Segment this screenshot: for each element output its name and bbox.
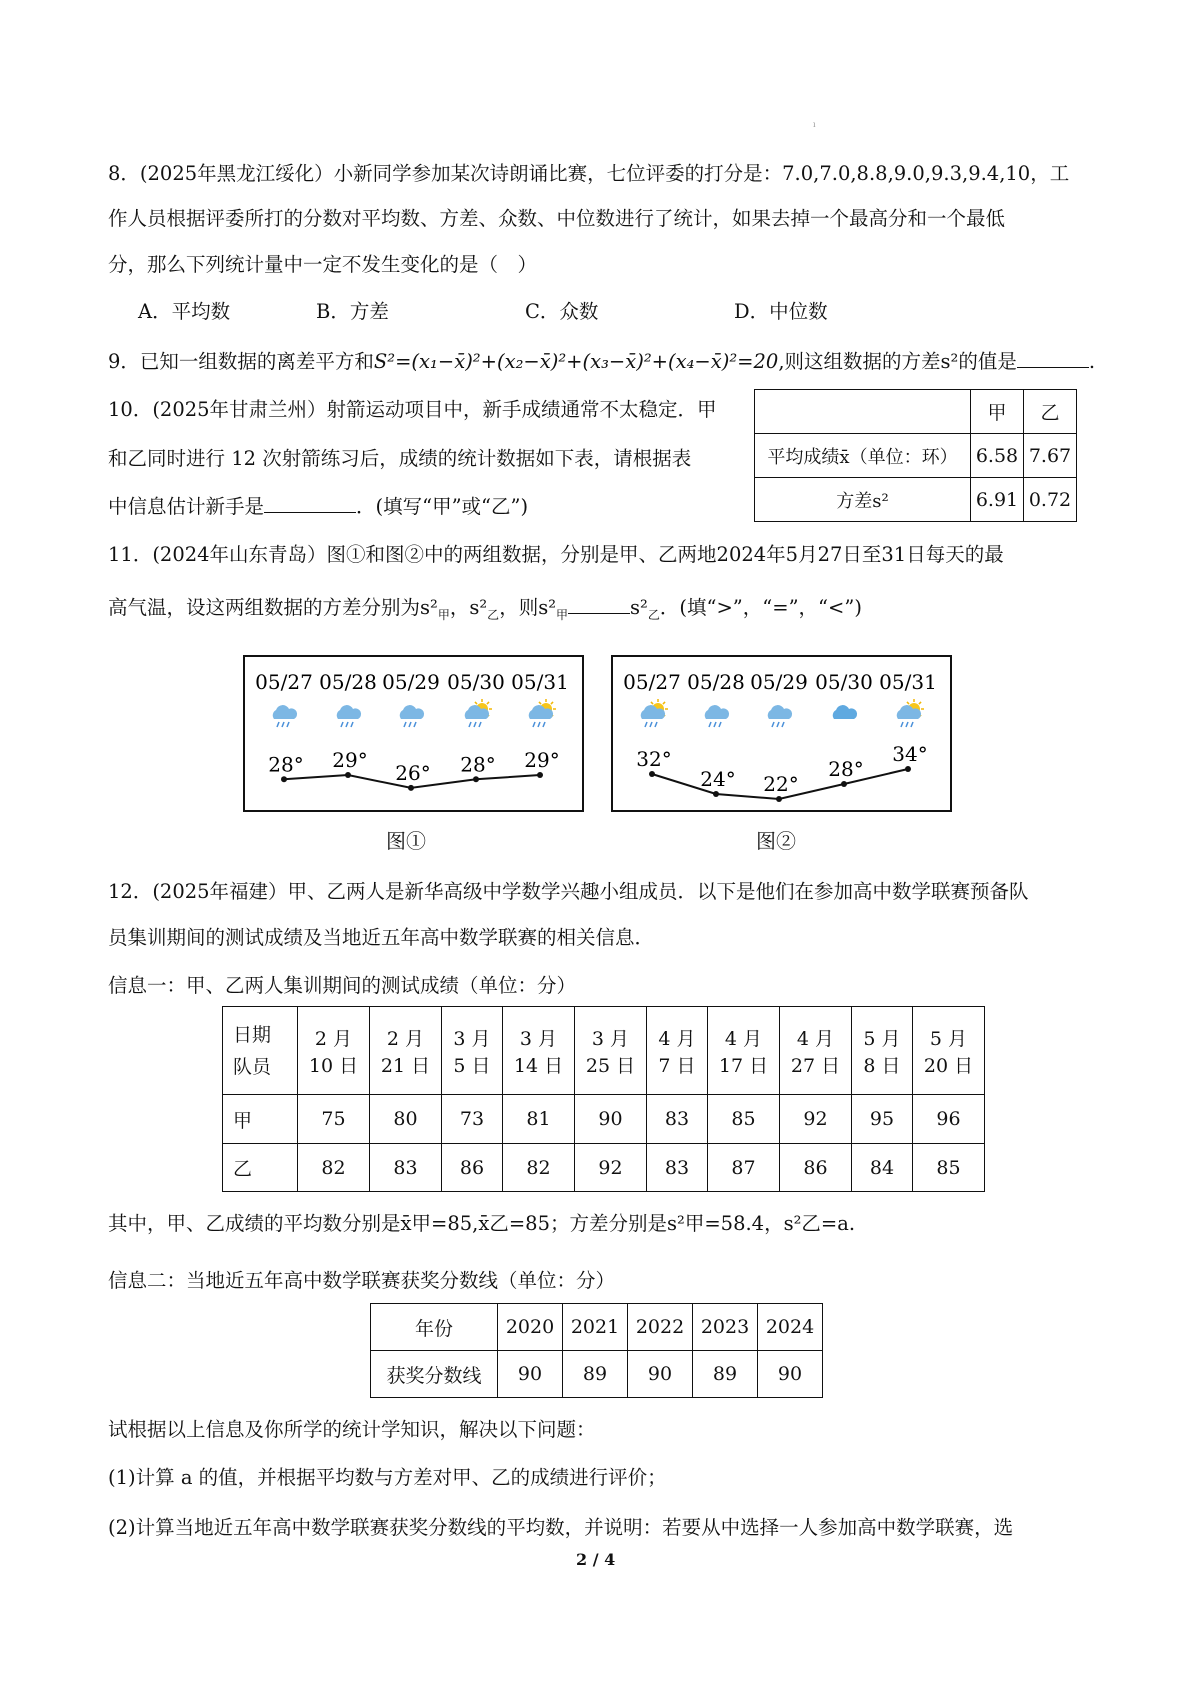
- sun-rain-icon: [529, 699, 556, 727]
- cloud-icon: [833, 705, 857, 719]
- q11-s2-yi: ，s²: [449, 596, 488, 619]
- q11-sub-yi-2: 乙: [647, 607, 660, 622]
- q8-option-a: A．平均数: [138, 300, 231, 323]
- q10-table: [754, 389, 1077, 522]
- q12-date-3: 3 月 14 日: [503, 1007, 575, 1095]
- q10-line3: [108, 491, 528, 519]
- q12-yi-score: 87: [708, 1144, 780, 1192]
- q10-line1: 10．(2025年甘肃兰州）射箭运动项目中，新手成绩通常不太稳定．甲: [108, 398, 717, 421]
- q12-line2: 员集训期间的测试成绩及当地近五年高中数学联赛的相关信息．: [108, 926, 655, 949]
- temperature-point: [713, 791, 719, 797]
- date-label: 05/31: [511, 670, 569, 694]
- q10-header-jia: 甲: [971, 390, 1024, 434]
- q11-answer-blank[interactable]: [568, 594, 630, 615]
- date-label: 05/27: [623, 670, 681, 694]
- temperature-label: 29°: [332, 748, 368, 772]
- temperature-point: [537, 772, 543, 778]
- temperature-label: 34°: [892, 742, 928, 766]
- rain-icon: [337, 705, 361, 727]
- q12-corner-top: 日期: [233, 1023, 272, 1046]
- sun-rain-icon: [641, 699, 668, 727]
- date-label: 05/29: [382, 670, 440, 694]
- rain-icon: [768, 705, 792, 727]
- q9-prefix: 9．已知一组数据的离差平方和: [108, 350, 374, 373]
- q12-line1: 12．(2025年福建）甲、乙两人是新华高级中学数学兴趣小组成员．以下是他们在参加高中数学联赛预备队: [108, 880, 1029, 903]
- q12-yi-score: 82: [298, 1144, 370, 1192]
- q9-answer-blank[interactable]: [1017, 348, 1089, 369]
- q12-yi-score: 86: [442, 1144, 503, 1192]
- q11-sub-jia-2: 甲: [556, 607, 569, 622]
- q12-corner-cell: [223, 1007, 298, 1095]
- temperature-label: 22°: [763, 772, 799, 796]
- q9-line: [108, 346, 1095, 374]
- q12-jia-score: 96: [913, 1095, 985, 1144]
- temperature-point: [408, 785, 414, 791]
- date-label: 05/27: [255, 670, 313, 694]
- q12-jia-score: 92: [780, 1095, 852, 1144]
- q10-header-empty: [755, 390, 971, 434]
- q11-compare-left: ，则s²: [499, 596, 557, 619]
- q12-threshold: 89: [693, 1351, 758, 1398]
- temperature-point: [473, 776, 479, 782]
- q12-date-9: 5 月 20 日: [913, 1007, 985, 1095]
- q9-formula: S²=(x₁−x̄)²+(x₂−x̄)²+(x₃−x̄)²+(x₄−x̄)²=20: [373, 350, 779, 373]
- q10-header-yi: 乙: [1024, 390, 1077, 434]
- temperature-point: [905, 766, 911, 772]
- q10-line2: 和乙同时进行 12 次射箭练习后，成绩的统计数据如下表，请根据表: [108, 447, 692, 470]
- temperature-point: [841, 781, 847, 787]
- q10-line3-text: 中信息估计新手是: [108, 495, 265, 518]
- q12-yi-score: 83: [647, 1144, 708, 1192]
- q10-row-var-jia: 6.91: [971, 478, 1024, 522]
- q12-jia-score: 83: [647, 1095, 708, 1144]
- q12-threshold-header: 获奖分数线: [371, 1351, 498, 1398]
- temperature-label: 28°: [828, 757, 864, 781]
- q12-yi-score: 85: [913, 1144, 985, 1192]
- q12-jia-score: 75: [298, 1095, 370, 1144]
- q12-sub2: (2)计算当地近五年高中数学联赛获奖分数线的平均数，并说明：若要从中选择一人参加高中数学联赛，选: [108, 1516, 1014, 1539]
- q12-date-2: 3 月 5 日: [442, 1007, 503, 1095]
- q11-line1: 11．(2024年山东青岛）图①和图②中的两组数据，分别是甲、乙两地2024年5月27日至31日每天的最: [108, 543, 1004, 566]
- chart-1-caption: 图①: [386, 829, 426, 853]
- q12-date-5: 4 月 7 日: [647, 1007, 708, 1095]
- q11-compare-right: s²: [630, 596, 648, 619]
- date-label: 05/30: [815, 670, 873, 694]
- q8-line2: 作人员根据评委所打的分数对平均数、方差、众数、中位数进行了统计，如果去掉一个最高分和一个最低: [108, 207, 1006, 230]
- top-mark: ı: [813, 120, 816, 129]
- q10-answer-blank[interactable]: [264, 493, 356, 514]
- temperature-point: [281, 776, 287, 782]
- q12-row-jia: [223, 1095, 985, 1144]
- q11-sub-jia: 甲: [437, 607, 450, 622]
- temperature-label: 28°: [268, 752, 304, 777]
- q10-row-mean-label: 平均成绩x̄（单位：环）: [755, 434, 971, 478]
- page-number: 2 / 4: [576, 1550, 616, 1569]
- temperature-point: [776, 796, 782, 802]
- q12-yi-score: 82: [503, 1144, 575, 1192]
- q9-suffix: ,则这组数据的方差s²的值是: [778, 350, 1017, 373]
- q12-yi-score: 86: [780, 1144, 852, 1192]
- weather-chart-1: [243, 655, 584, 812]
- q12-info1: 信息一：甲、乙两人集训期间的测试成绩（单位：分）: [108, 974, 577, 997]
- date-label: 05/29: [750, 670, 808, 694]
- q12-jia-score: 90: [575, 1095, 647, 1144]
- q12-year: 2024: [758, 1304, 823, 1351]
- q12-yi-score: 83: [370, 1144, 442, 1192]
- temperature-label: 24°: [700, 767, 736, 791]
- date-label: 05/28: [687, 670, 745, 694]
- q12-date-6: 4 月 17 日: [708, 1007, 780, 1095]
- q12-year-header: 年份: [371, 1304, 498, 1351]
- weather-chart-1-svg: [245, 657, 582, 810]
- rain-icon: [400, 705, 424, 727]
- q10-row-mean-jia: 6.58: [971, 434, 1024, 478]
- q10-row-mean-yi: 7.67: [1024, 434, 1077, 478]
- q12-threshold: 90: [758, 1351, 823, 1398]
- q10-row-var-yi: 0.72: [1024, 478, 1077, 522]
- q8-line1: 8．(2025年黑龙江绥化）小新同学参加某次诗朗诵比赛，七位评委的打分是：7.0,7.0,8.8,9.0,9.3,9.4,10，工: [108, 162, 1070, 185]
- q12-corner-bottom: 队员: [233, 1055, 272, 1078]
- date-label: 05/31: [879, 670, 937, 694]
- q12-row-yi-name: 乙: [223, 1144, 298, 1192]
- rain-icon: [273, 705, 297, 727]
- q9-end: .: [1088, 350, 1096, 373]
- q11-line2: [108, 592, 862, 623]
- chart-2-caption: 图②: [756, 829, 796, 853]
- q8-line3: 分，那么下列统计量中一定不发生变化的是（ ）: [108, 253, 538, 276]
- temperature-label: 26°: [395, 760, 431, 785]
- rain-icon: [705, 705, 729, 727]
- q11-line2-text: 高气温，设这两组数据的方差分别为s²: [108, 596, 438, 619]
- q12-row-jia-name: 甲: [223, 1095, 298, 1144]
- q12-info2: 信息二：当地近五年高中数学联赛获奖分数线（单位：分）: [108, 1269, 616, 1292]
- q12-year: 2022: [628, 1304, 693, 1351]
- q8-option-b: B．方差: [316, 300, 389, 323]
- q12-jia-score: 95: [852, 1095, 913, 1144]
- q12-date-7: 4 月 27 日: [780, 1007, 852, 1095]
- weather-chart-2-svg: [613, 657, 950, 810]
- q12-task: 试根据以上信息及你所学的统计学知识，解决以下问题：: [108, 1418, 596, 1441]
- q12-year: 2020: [498, 1304, 563, 1351]
- q12-jia-score: 73: [442, 1095, 503, 1144]
- q11-sub-yi: 乙: [487, 607, 500, 622]
- q12-jia-score: 85: [708, 1095, 780, 1144]
- sun-rain-icon: [465, 699, 492, 727]
- q12-yi-score: 84: [852, 1144, 913, 1192]
- q12-threshold: 89: [563, 1351, 628, 1398]
- q8-option-c: C．众数: [525, 300, 599, 323]
- q11-line2-end: ．(填“>”，“=”，“<”): [659, 596, 862, 619]
- q12-date-1: 2 月 21 日: [370, 1007, 442, 1095]
- q12-threshold: 90: [498, 1351, 563, 1398]
- q12-row-yi: [223, 1144, 985, 1192]
- q12-sub1: (1)计算 a 的值，并根据平均数与方差对甲、乙的成绩进行评价；: [108, 1466, 667, 1489]
- q12-score-table: [222, 1006, 985, 1192]
- q10-line3-end: ．(填写“甲”或“乙”): [356, 495, 529, 518]
- q10-row-var-label: 方差s²: [755, 478, 971, 522]
- temperature-point: [345, 772, 351, 778]
- q12-jia-score: 81: [503, 1095, 575, 1144]
- q12-threshold-table: [370, 1303, 823, 1398]
- q12-year: 2021: [563, 1304, 628, 1351]
- weather-chart-2: [611, 655, 952, 812]
- temperature-point: [649, 771, 655, 777]
- q12-date-8: 5 月 8 日: [852, 1007, 913, 1095]
- q12-threshold: 90: [628, 1351, 693, 1398]
- temperature-label: 28°: [460, 752, 496, 777]
- q12-jia-score: 80: [370, 1095, 442, 1144]
- sun-rain-icon: [897, 699, 924, 727]
- q12-yi-score: 92: [575, 1144, 647, 1192]
- q12-stat-line: 其中，甲、乙成绩的平均数分别是x̄甲=85,x̄乙=85；方差分别是s²甲=58.4，s²乙=a.: [108, 1212, 856, 1235]
- temperature-label: 29°: [524, 748, 560, 772]
- q8-option-d: D．中位数: [734, 300, 828, 323]
- temperature-label: 32°: [636, 747, 672, 771]
- q12-date-4: 3 月 25 日: [575, 1007, 647, 1095]
- date-label: 05/28: [319, 670, 377, 694]
- q12-date-0: 2 月 10 日: [298, 1007, 370, 1095]
- q12-year: 2023: [693, 1304, 758, 1351]
- date-label: 05/30: [447, 670, 505, 694]
